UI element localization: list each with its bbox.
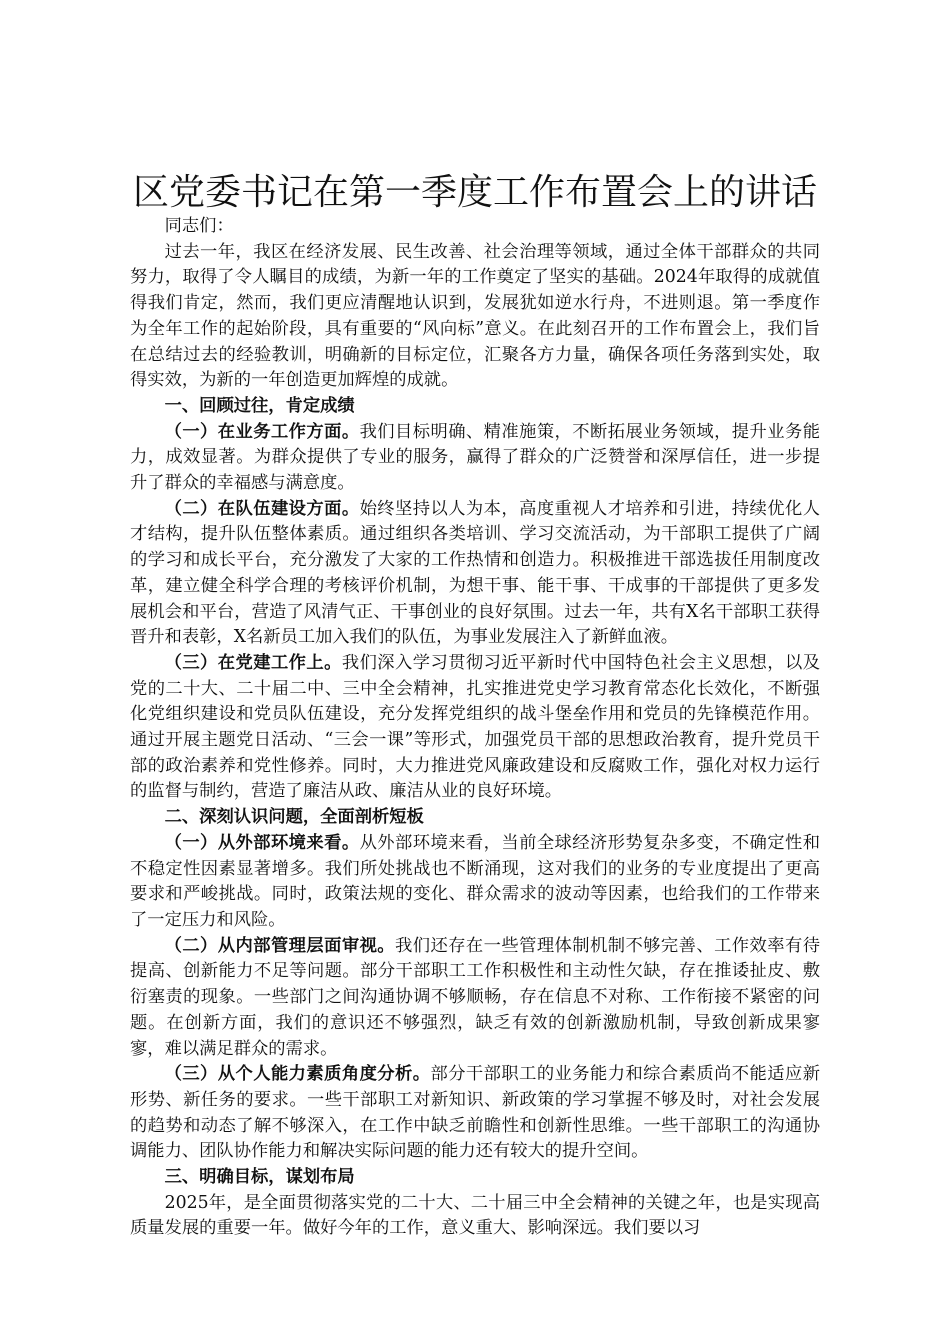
- paragraph-text: 2025年，是全面贯彻落实党的二十大、二十届三中全会精神的关键之年，也是实现高质量发展的重要一年。做好今年的工作，意义重大、影响深远。我们要以习: [130, 1192, 820, 1239]
- paragraph-text: 始终坚持以人为本，高度重视人才培养和引进，持续优化人才结构，提升队伍整体素质。通过组织各类培训、学习交流活动，为干部职工提供了广阔的学习和成长平台，充分激发了大家的工作热情和创造力。积极推进干部选拔任用制度改革，建立健全科学合理的考核评价机制，为想干事、能干事、干成事的干部提供了更多发展机会和平台，营造了风清气正、干事创业的良好氛围。过去一年，共有X名干部职工获得晋升和表彰，X名新员工加入我们的队伍，为事业发展注入了新鲜血液。: [130, 498, 820, 648]
- document-title: 区党委书记在第一季度工作布置会上的讲话: [132, 172, 817, 213]
- paragraph-text: 我们还存在一些管理体制机制不够完善、工作效率有待提高、创新能力不足等问题。部分干部职工工作积极性和主动性欠缺，存在推诿扯皮、敷衍塞责的现象。一些部门之间沟通协调不够顺畅，存在信息不对称、工作衔接不紧密的问题。在创新方面，我们的意识还不够强烈，缺乏有效的创新激励机制，导致创新成果寥寥，难以满足群众的需求。: [130, 935, 820, 1059]
- section-heading-1: 一、回顾过往，肯定成绩: [164, 395, 355, 416]
- paragraph-lead: （一）从外部环境来看。: [164, 832, 360, 853]
- paragraph-1-3: [130, 651, 820, 805]
- paragraph-lead: （二）在队伍建设方面。: [164, 498, 360, 519]
- paragraph-3-1: [130, 1191, 820, 1242]
- paragraph-1-1: [130, 420, 820, 497]
- paragraph-text: 我们深入学习贯彻习近平新时代中国特色社会主义思想，以及党的二十大、二十届二中、三中全会精神，扎实推进党史学习教育常态化长效化，不断强化党组织建设和党员队伍建设，充分发挥党组织的战斗堡垒作用和党员的先锋模范作用。通过开展主题党日活动、“三会一课”等形式，加强党员干部的思想政治教育，提升党员干部的政治素养和党性修养。同时，大力推进党风廉政建设和反腐败工作，强化对权力运行的监督与制约，营造了廉洁从政、廉洁从业的良好环境。: [130, 652, 820, 802]
- paragraph-2-3: [130, 1062, 820, 1165]
- paragraph-2-1: [130, 831, 820, 934]
- paragraph-2-2: [130, 934, 820, 1063]
- paragraph-text: 我们目标明确、精准施策，不断拓展业务领域，提升业务能力，成效显著。为群众提供了专业的服务，赢得了群众的广泛赞誉和深厚信任，进一步提升了群众的幸福感与满意度。: [130, 421, 820, 494]
- paragraph-lead: （一）在业务工作方面。: [164, 421, 360, 442]
- intro-paragraph: 过去一年，我区在经济发展、民生改善、社会治理等领域，通过全体干部群众的共同努力，取得了令人瞩目的成绩，为新一年的工作奠定了坚实的基础。2024年取得的成就值得我们肯定，然而，我们更应清醒地认识到，发展犹如逆水行舟，不进则退。第一季度作为全年工作的起始阶段，具有重要的“风向标”意义。在此刻召开的工作布置会上，我们旨在总结过去的经验教训，明确新的目标定位，汇聚各方力量，确保各项任务落到实处，取得实效，为新的一年创造更加辉煌的成就。: [130, 241, 820, 391]
- salutation: 同志们：: [164, 216, 234, 236]
- section-heading-2: 二、深刻认识问题，全面剖析短板: [164, 807, 424, 828]
- paragraph-text: 从外部环境来看，当前全球经济形势复杂多变，不确定性和不稳定性因素显著增多。我们所处挑战也不断涌现，这对我们的业务的专业度提出了更高要求和严峻挑战。同时，政策法规的变化、群众需求的波动等因素，也给我们的工作带来了一定压力和风险。: [130, 832, 820, 930]
- paragraph-1-2: [130, 497, 820, 651]
- paragraph-lead: （三）在党建工作上。: [164, 652, 342, 673]
- paragraph-text: 部分干部职工的业务能力和综合素质尚不能适应新形势、新任务的要求。一些干部职工对新知识、新政策的学习掌握不够及时，对社会发展的趋势和动态了解不够深入，在工作中缺乏前瞻性和创新性思维。一些干部职工的沟通协调能力、团队协作能力和解决实际问题的能力还有较大的提升空间。: [130, 1064, 820, 1162]
- document-body: [130, 214, 820, 1242]
- section-heading-3: 三、明确目标，谋划布局: [164, 1167, 355, 1188]
- document-page: [130, 172, 820, 1242]
- paragraph-lead: （三）从个人能力素质角度分析。: [164, 1064, 431, 1085]
- paragraph-lead: （二）从内部管理层面审视。: [164, 935, 396, 956]
